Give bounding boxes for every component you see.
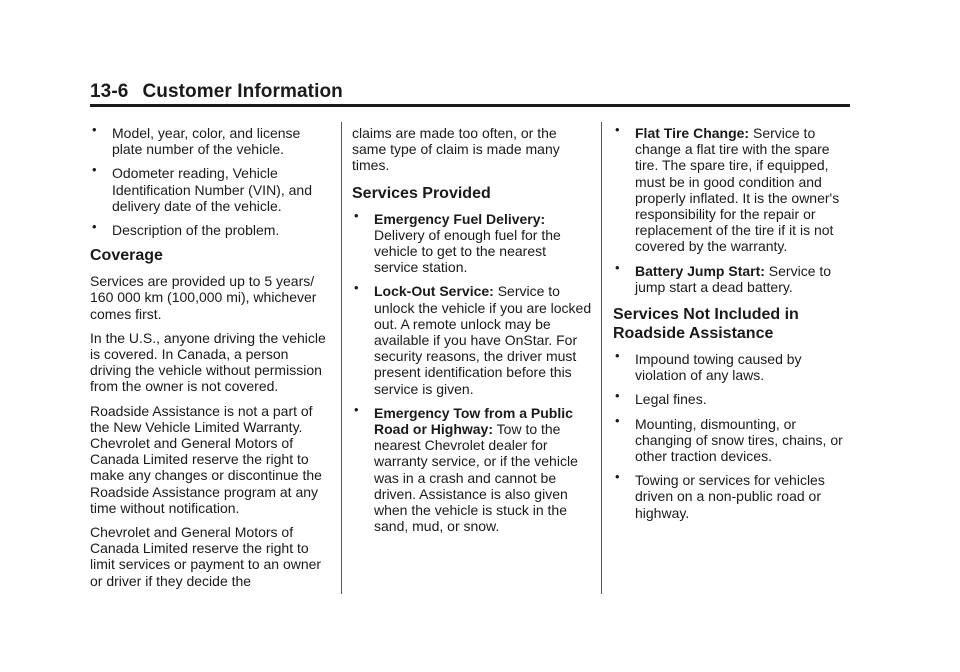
services-list — [352, 207, 594, 535]
paragraph: In the U.S., anyone driving the vehicle is covered. In Canada, a person driving the vehicle without permission from the owner is not covered. — [90, 329, 326, 395]
column-divider-2 — [601, 122, 602, 594]
not-included-list — [613, 348, 855, 521]
page-number: 13-6 — [90, 81, 129, 102]
column-2 — [352, 125, 594, 542]
list-item: • Model, year, color, and license plate number of the vehicle. — [92, 122, 301, 158]
list-item: • Impound towing caused by violation of any laws. — [615, 348, 802, 384]
section-title: Customer Information — [142, 81, 343, 102]
bullet-icon: • — [354, 401, 359, 417]
list-item: • Lock-Out Service: Service to unlock the vehicle if you are locked out. A remote unlock may be available if you have OnStar. For security reasons, the driver must present identification before this service is given. — [354, 280, 592, 397]
paragraph: Services are provided up to 5 years/ 160 000 km (100,000 mi), whichever comes first. — [90, 273, 317, 322]
bullet-icon: • — [615, 388, 620, 404]
page-title — [90, 80, 850, 104]
paragraph: Roadside Assistance is not a part of the New Vehicle Limited Warranty. Chevrolet and General Motors of Canada Limited reserve the right to make any changes or discontinue the Roadside Assistance program at any time without notification. — [90, 402, 322, 516]
list-item: • Odometer reading, Vehicle Identification Number (VIN), and delivery date of the vehicle. — [92, 162, 312, 214]
services-provided-heading: Services Provided — [352, 184, 491, 202]
bullet-icon: • — [354, 207, 359, 223]
item-label: Battery Jump Start: — [635, 262, 765, 279]
page-header — [90, 80, 850, 104]
item-label: Emergency Fuel Delivery: — [374, 210, 546, 227]
info-list — [90, 122, 332, 239]
bullet-icon: • — [92, 122, 97, 137]
bullet-icon: • — [615, 348, 620, 364]
column-divider-1 — [341, 122, 342, 594]
list-item: • Emergency Fuel Delivery: Delivery of enough fuel for the vehicle to get to the nearest service station. — [354, 207, 561, 276]
header-rule — [90, 104, 850, 107]
item-label: Flat Tire Change: — [635, 125, 750, 141]
bullet-icon: • — [615, 469, 620, 485]
item-label: Emergency Tow from a Public Road or Highway: — [374, 404, 573, 438]
list-item: • Description of the problem. — [92, 219, 280, 239]
paragraph: claims are made too often, or the same type of claim is made many times. — [352, 125, 560, 174]
list-item: • Battery Jump Start: Service to jump start a dead battery. — [615, 259, 832, 295]
bullet-icon: • — [615, 259, 620, 275]
coverage-heading: Coverage — [90, 247, 163, 265]
bullet-icon: • — [92, 162, 97, 178]
list-item: • Towing or services for vehicles driven on a non-public road or highway. — [615, 469, 825, 521]
bullet-icon: • — [354, 280, 359, 296]
column-3 — [613, 122, 855, 529]
list-item: • Emergency Tow from a Public Road or Highway: Tow to the nearest Chevrolet dealer for warranty service, or if the vehicle was in a crash and cannot be driven. Assistance is also given when the vehicle is stuck in the sand, mud, or snow. — [354, 401, 578, 535]
bullet-icon: • — [92, 219, 97, 235]
list-item: • Legal fines. — [615, 388, 707, 408]
list-item: • Mounting, dismounting, or changing of snow tires, chains, or other traction devices. — [615, 412, 843, 465]
bullet-icon: • — [615, 122, 620, 137]
services-not-included-heading: Services Not Included in Roadside Assistance — [613, 306, 799, 343]
list-item: • Flat Tire Change: Service to change a flat tire with the spare tire. The spare tire, if equipped, must be in good condition and properly inflated. It is the owner's responsibility for the repair or replacement of the tire if it is not covered by the warranty. — [615, 122, 840, 255]
services-list-continued — [613, 122, 855, 295]
item-label: Lock-Out Service: — [374, 283, 494, 300]
column-1 — [90, 122, 332, 597]
paragraph: Chevrolet and General Motors of Canada Limited reserve the right to limit services or payment to an owner or driver if they decide the — [90, 524, 322, 589]
bullet-icon: • — [615, 412, 620, 428]
